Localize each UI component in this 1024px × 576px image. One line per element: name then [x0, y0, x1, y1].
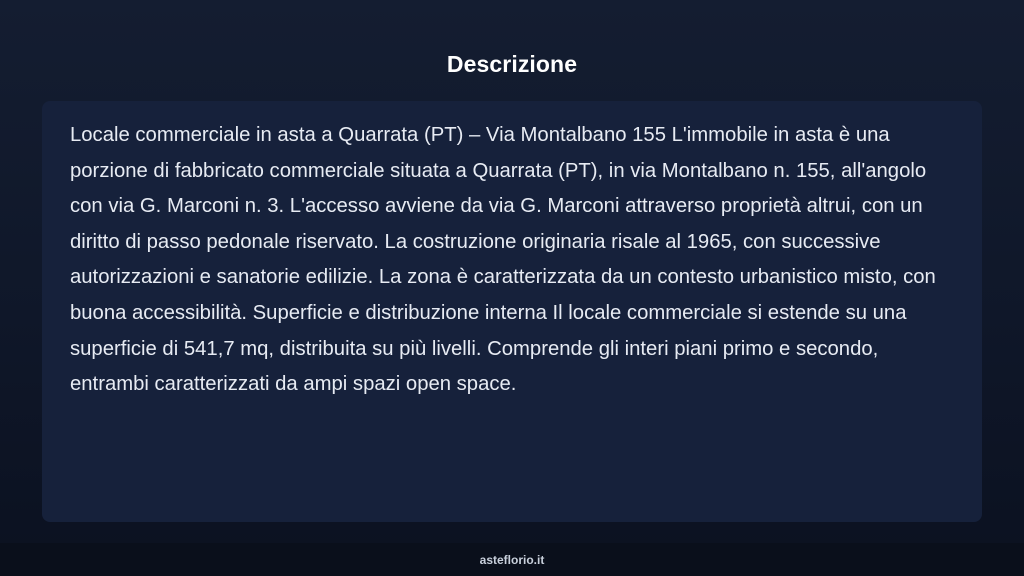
- description-card: [42, 101, 982, 522]
- footer-bar: [0, 543, 1024, 576]
- description-text: Locale commerciale in asta a Quarrata (PT) – Via Montalbano 155 L'immobile in asta è una porzione di fabbricato commerciale situata a Quarrata (PT), in via Montalbano n. 155, all'angolo con via G. Marconi n. 3. L'accesso avviene da via G. Marconi attraverso proprietà altrui, con un diritto di passo pedonale riservato. La costruzione originaria risale al 1965, con successive autorizzazioni e sanatorie edilizie. La zona è caratterizzata da un contesto urbanistico misto, con buona accessibilità. Superficie e distribuzione interna Il locale commerciale si estende su una superficie di 541,7 mq, distribuita su più livelli. Comprende gli interi piani primo e secondo, entrambi caratterizzati da ampi spazi open space.: [70, 124, 936, 396]
- footer-site-label: asteflorio.it: [479, 553, 545, 567]
- page-title: Descrizione: [446, 51, 578, 77]
